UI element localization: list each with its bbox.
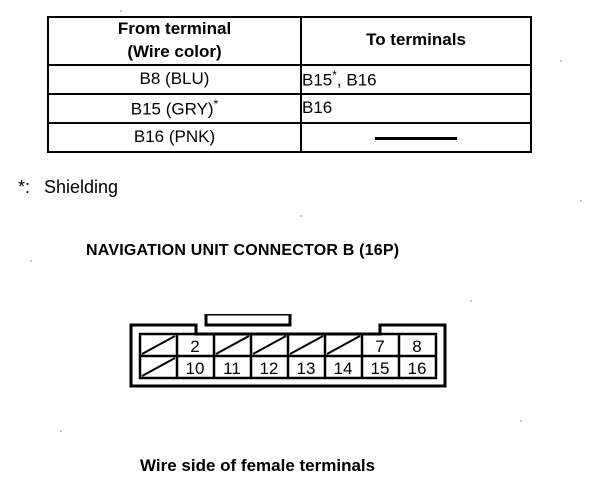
terminal-number-13: 13 <box>296 359 316 378</box>
connector-latch <box>206 314 290 325</box>
cell-from-terminal: B8 (BLU) <box>48 65 301 94</box>
table-header-row <box>48 17 531 65</box>
cell-from-terminal-main: B15 (GRY) <box>130 99 214 119</box>
shielding-star-icon: * <box>213 97 219 112</box>
shielding-note-text: Shielding <box>44 177 119 197</box>
connector-diagram <box>128 314 448 396</box>
table-row <box>48 94 531 123</box>
scan-speck <box>470 300 472 302</box>
terminal-number-14: 14 <box>333 359 353 378</box>
cell-from-terminal <box>48 94 301 123</box>
connector-svg <box>128 314 448 396</box>
header-from-terminal-line2: (Wire color) <box>127 41 222 61</box>
table-row <box>48 65 531 94</box>
scan-speck <box>580 200 582 202</box>
scan-speck <box>60 430 62 432</box>
header-from-terminal-line1: From terminal <box>117 19 232 38</box>
cell-from-terminal: B16 (PNK) <box>48 123 301 152</box>
blank-cavity-hatch <box>142 358 175 376</box>
figure-caption: Wire side of female terminals <box>140 456 376 475</box>
blank-cavity-hatch <box>216 336 249 354</box>
scan-speck <box>560 60 562 62</box>
shielding-note <box>18 177 118 198</box>
header-from-terminal <box>48 17 301 65</box>
header-to-terminals: To terminals <box>301 17 531 65</box>
terminal-number-10: 10 <box>185 359 205 378</box>
scan-speck <box>120 10 122 12</box>
shielding-star-icon: * <box>332 68 337 83</box>
connector-title: NAVIGATION UNIT CONNECTOR B (16P) <box>86 242 400 259</box>
terminal-table <box>47 16 532 153</box>
cell-to-terminals: B16 <box>301 94 531 123</box>
scan-speck <box>520 420 522 422</box>
cell-to-terminals <box>301 65 531 94</box>
scan-speck <box>300 215 302 217</box>
blank-cavity-hatch <box>327 336 360 354</box>
terminal-number-7: 7 <box>375 337 385 356</box>
terminal-number-8: 8 <box>412 337 422 356</box>
scan-speck <box>30 260 32 262</box>
terminal-number-15: 15 <box>370 359 390 378</box>
cell-to-terminals-empty <box>301 123 531 152</box>
terminal-number-12: 12 <box>259 359 279 378</box>
terminal-number-11: 11 <box>223 359 241 378</box>
blank-cavity-hatch <box>290 336 323 354</box>
cell-to-terminals-main: B15 <box>302 70 333 90</box>
blank-cavity-hatch <box>142 336 175 354</box>
dash-line <box>375 137 457 140</box>
blank-cavity-hatch <box>253 336 286 354</box>
terminal-number-16: 16 <box>407 359 427 378</box>
shielding-note-symbol: *: <box>18 177 31 197</box>
cell-to-terminals-rest: , B16 <box>336 70 377 90</box>
terminal-number-2: 2 <box>190 337 200 356</box>
table-row <box>48 123 531 152</box>
